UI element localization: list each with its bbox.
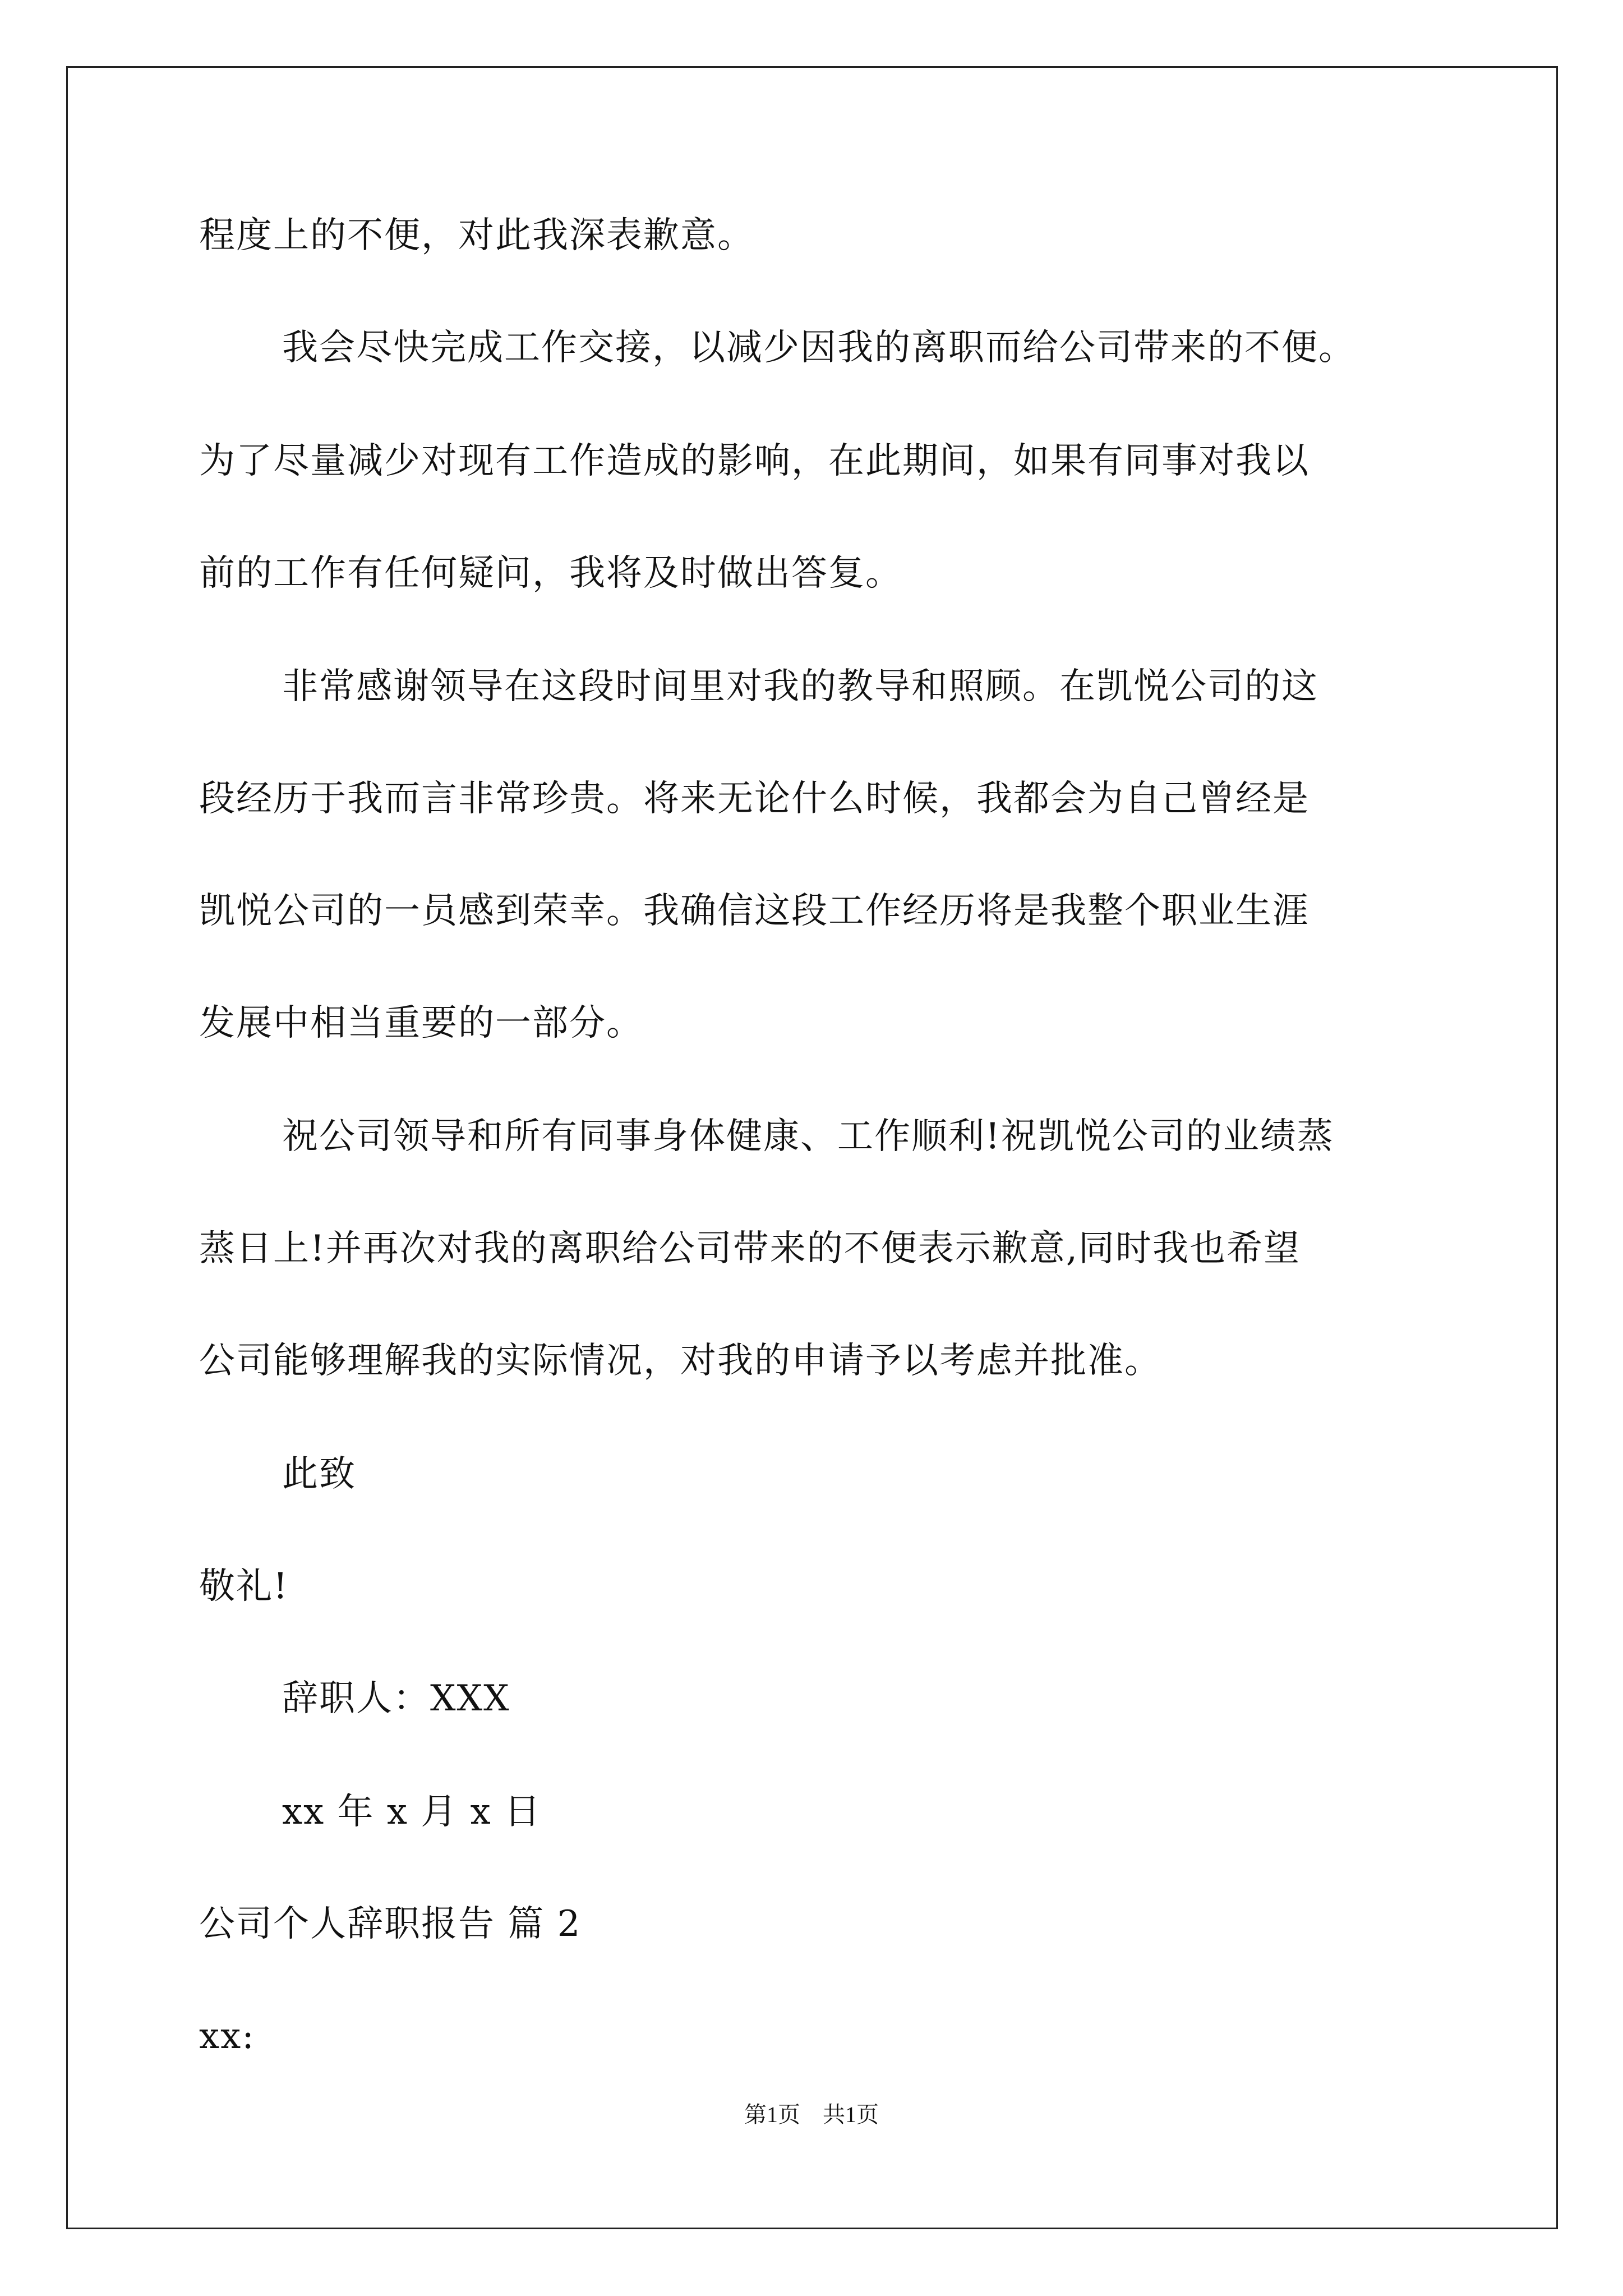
date-line: xx 年 x 月 x 日 [282,1791,542,1833]
text-line-7: 凯悦公司的一员感到荣幸。我确信这段工作经历将是我整个职业生涯 [199,890,1310,932]
text-line-8: 发展中相当重要的一部分。 [199,1002,643,1044]
salutation-line: 敬礼! [199,1566,289,1607]
closing-line: 此致 [282,1453,356,1495]
text-line-9: 祝公司领导和所有同事身体健康、工作顺利!祝凯悦公司的业绩蒸 [282,1116,1334,1157]
text-line-2: 我会尽快完成工作交接，以减少因我的离职而给公司带来的不便。 [282,327,1355,369]
text-line-6: 段经历于我而言非常珍贵。将来无论什么时候，我都会为自己曾经是 [199,778,1310,820]
text-line-4: 前的工作有任何疑问，我将及时做出答复。 [199,553,902,594]
text-line-1: 程度上的不便，对此我深表歉意。 [199,215,754,256]
text-line-3: 为了尽量减少对现有工作造成的影响，在此期间，如果有同事对我以 [199,440,1310,482]
page-footer: 第1页 共1页 [744,2102,879,2127]
text-line-11: 公司能够理解我的实际情况，对我的申请予以考虑并批准。 [199,1340,1161,1382]
addressee-line: xx: [199,2016,255,2057]
section-heading: 公司个人辞职报告 篇 2 [199,1903,582,1945]
text-line-5: 非常感谢领导在这段时间里对我的教导和照顾。在凯悦公司的这 [282,666,1318,707]
signature-line: 辞职人：XXX [282,1678,510,1719]
text-line-10: 蒸日上!并再次对我的离职给公司带来的不便表示歉意,同时我也希望 [199,1228,1301,1269]
